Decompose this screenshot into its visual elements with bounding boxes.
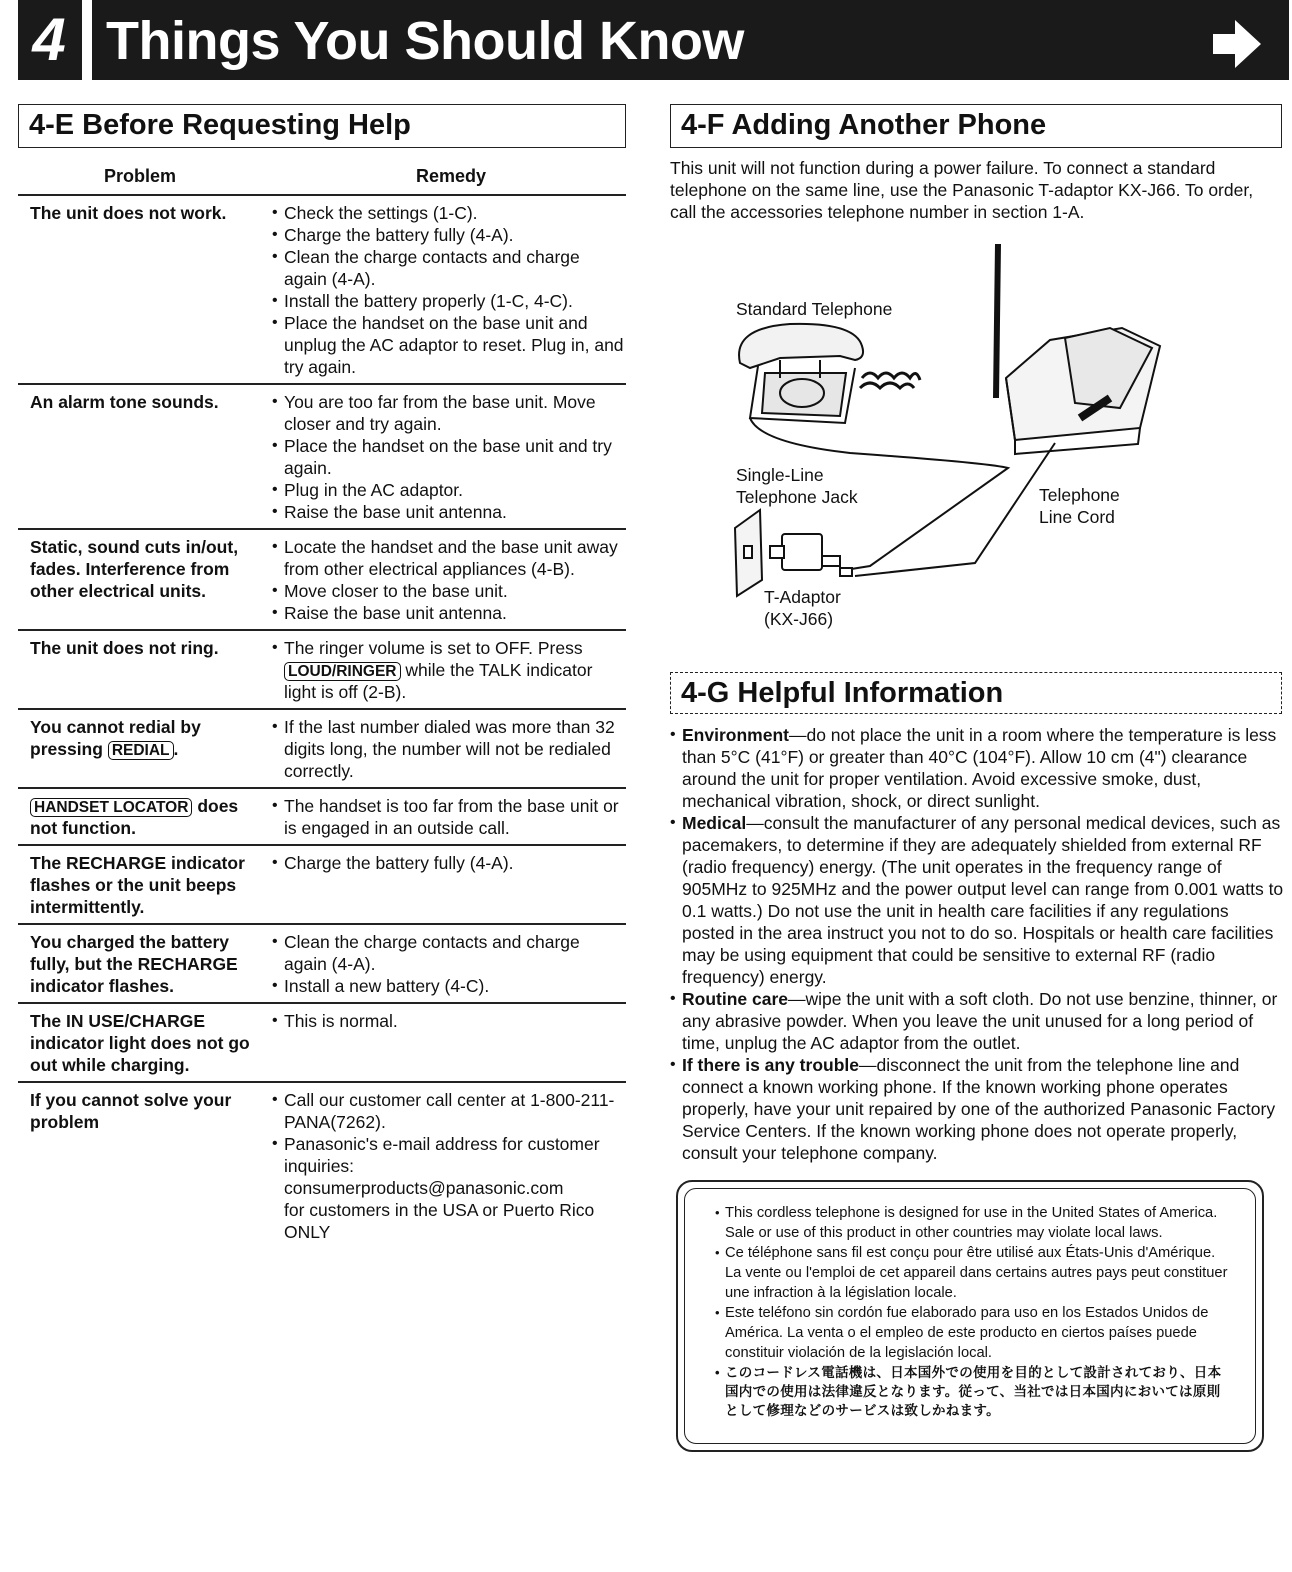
remedy-cell <box>262 637 626 703</box>
info-text: —disconnect the unit from the telephone line and connect a known working phone. If the known working phone operates properly, have your unit repaired by one of the authorized Panasonic Factory Service Centers. If the known working phone does not operate properly, consult your telephone company. <box>682 1055 1276 1163</box>
wall-jack-icon <box>735 510 762 596</box>
remedy-item <box>272 637 626 703</box>
info-text: —consult the manufacturer of any personal medical devices, such as pacemakers, to determine if they are adequately shielded from external RF (radio frequency) energy. (The unit operates in the frequency range of 905MHz to 925MHz and the power output level can range from 0.001 watts to 0.1 watts.) Do not use the unit in health care facilities if any regulations posted in the area instruct you not to do so. Hospitals or health care facilities may be using equipment that could be sensitive to external RF (radio frequency) energy. <box>682 813 1284 987</box>
problem-cell <box>18 716 262 782</box>
problem-cell: The IN USE/CHARGE indicator light does not go out while charging. <box>30 1011 250 1075</box>
troubleshooting-table <box>18 160 626 1248</box>
table-row <box>18 196 626 385</box>
remedy-item: • Call our customer call center at 1-800-211-PANA(7262). <box>272 1089 626 1133</box>
remedy-item: • Raise the base unit antenna. <box>272 501 626 523</box>
table-row <box>18 385 626 530</box>
info-item-medical <box>670 812 1284 988</box>
email-address: consumerproducts@panasonic.com <box>284 1178 564 1198</box>
problem-cell <box>18 795 262 839</box>
info-heading: Medical <box>682 813 747 833</box>
base-unit-icon <box>996 244 1160 454</box>
notice-item-english: • This cordless telephone is designed for use in the United States of America. Sale or use of this product in other countries may violate local laws. <box>715 1203 1231 1243</box>
info-item-environment <box>670 724 1284 812</box>
column-header-problem: Problem <box>103 166 177 186</box>
notice-item-spanish: • Este teléfono sin cordón fue elaborado para uso en los Estados Unidos de América. La venta o el empleo de este producto en ciertos países puede constituir violación de la legislación local. <box>715 1303 1231 1363</box>
label-adaptor-line1: T-Adaptor <box>764 587 841 607</box>
remedy-item: • Panasonic's e-mail address for customer inquiries: <box>272 1133 626 1177</box>
table-row <box>18 789 626 846</box>
handset-locator-key: HANDSET LOCATOR <box>30 798 192 817</box>
remedy-item: • Charge the battery fully (4-A). <box>272 852 626 874</box>
section-heading-4f: 4-F Adding Another Phone <box>670 104 1282 148</box>
column-header-remedy: Remedy <box>415 166 487 186</box>
problem-text: . <box>173 739 179 759</box>
chapter-number: 4 <box>32 6 66 73</box>
remedy-item: • Locate the handset and the base unit away from other electrical appliances (4-B). <box>272 536 626 580</box>
remedy-cell <box>262 716 626 782</box>
problem-cell: An alarm tone sounds. <box>30 392 219 412</box>
remedy-item: • Raise the base unit antenna. <box>272 602 626 624</box>
problem-cell: The unit does not work. <box>30 203 227 223</box>
table-row <box>18 846 626 925</box>
helpful-info-list <box>670 724 1284 1164</box>
legal-notice-content <box>684 1188 1256 1444</box>
label-standard-telephone: Standard Telephone <box>736 299 893 319</box>
legal-notice-box <box>676 1180 1264 1452</box>
loud-ringer-key: LOUD/RINGER <box>284 662 401 681</box>
problem-cell: The unit does not ring. <box>30 638 219 658</box>
table-row <box>18 1083 626 1248</box>
info-item-routine-care <box>670 988 1284 1054</box>
remedy-item: • Clean the charge contacts and charge again (4-A). <box>272 246 626 290</box>
remedy-text: while the TALK indicator light is off (2-B). <box>284 660 593 702</box>
problem-cell: If you cannot solve your problem <box>30 1090 232 1132</box>
section-heading-4e: 4-E Before Requesting Help <box>18 104 626 148</box>
table-row <box>18 710 626 789</box>
remedy-item: • Install the battery properly (1-C, 4-C). <box>272 290 626 312</box>
remedy-item: • Move closer to the base unit. <box>272 580 626 602</box>
problem-cell: The RECHARGE indicator flashes or the unit beeps intermittently. <box>30 853 245 917</box>
info-heading: Routine care <box>682 989 788 1009</box>
remedy-cell <box>262 202 626 378</box>
table-row <box>18 530 626 631</box>
remedy-cell <box>262 391 626 523</box>
remedy-cell <box>262 795 626 839</box>
problem-cell: Static, sound cuts in/out, fades. Interference from other electrical units. <box>30 537 239 601</box>
section-heading-4g: 4-G Helpful Information <box>670 672 1282 714</box>
redial-key: REDIAL <box>108 741 174 760</box>
table-header <box>18 160 626 196</box>
problem-text: does not function. <box>30 796 239 838</box>
info-heading: If there is any trouble <box>682 1055 859 1075</box>
remedy-cell <box>262 536 626 624</box>
remedy-item: • If the last number dialed was more than 32 digits long, the number will not be redialed correctly. <box>272 716 626 782</box>
remedy-item: • Clean the charge contacts and charge again (4-A). <box>272 931 626 975</box>
remedy-text: The ringer volume is set to OFF. Press <box>284 638 583 658</box>
remedy-item: • The handset is too far from the base unit or is engaged in an outside call. <box>272 795 626 839</box>
remedy-cell <box>262 931 626 997</box>
remedy-text: for customers in the USA or Puerto Rico <box>284 1200 595 1220</box>
chapter-header <box>18 0 1289 80</box>
remedy-item: • This is normal. <box>272 1010 626 1032</box>
remedy-text: ONLY <box>284 1222 331 1242</box>
chapter-divider <box>82 0 92 80</box>
table-row <box>18 1004 626 1083</box>
remedy-item: • Charge the battery fully (4-A). <box>272 224 626 246</box>
right-arrow-icon <box>1211 18 1263 70</box>
label-cord-line2: Line Cord <box>1039 507 1115 527</box>
notice-item-japanese: • このコードレス電話機は、日本国外での使用を目的として設計されており、日本国内での使用は法律違反となります。従って、当社では日本国内においては原則として修理などのサービスは致しかねます。 <box>715 1363 1231 1420</box>
t-adaptor-icon <box>770 534 852 576</box>
remedy-item: • Check the settings (1-C). <box>272 202 626 224</box>
table-row <box>18 631 626 710</box>
info-text: —wipe the unit with a soft cloth. Do not use benzine, thinner, or any abrasive powder. When you leave the unit unused for a long period of time, unplug the AC adaptor from the outlet. <box>682 989 1278 1053</box>
remedy-item: • Install a new battery (4-C). <box>272 975 626 997</box>
label-cord-line1: Telephone <box>1039 485 1120 505</box>
remedy-cell <box>262 1010 626 1076</box>
page-title: Things You Should Know <box>106 11 744 71</box>
section-4f-intro: This unit will not function during a power failure. To connect a standard telephone on the same line, use the Panasonic T-adaptor KX-J66. To order, call the accessories telephone number in section 1-A. <box>670 158 1254 222</box>
remedy-cell <box>262 1089 626 1243</box>
label-jack-line1: Single-Line <box>736 465 824 485</box>
info-heading: Environment <box>682 725 789 745</box>
label-jack-line2: Telephone Jack <box>736 487 858 507</box>
problem-text: You cannot redial by pressing <box>30 717 201 759</box>
problem-cell: You charged the battery fully, but the RECHARGE indicator flashes. <box>30 932 238 996</box>
diagram-illustration <box>670 228 1284 648</box>
table-row <box>18 925 626 1004</box>
notice-item-french: • Ce téléphone sans fil est conçu pour être utilisé aux États-Unis d'Amérique. La vente ou l'emploi de cet appareil dans certains autres pays peut constituer une infraction à la législation locale. <box>715 1243 1231 1303</box>
remedy-item: • You are too far from the base unit. Move closer and try again. <box>272 391 626 435</box>
connection-diagram <box>670 228 1284 648</box>
label-adaptor-line2: (KX-J66) <box>764 609 834 629</box>
remedy-item: • Plug in the AC adaptor. <box>272 479 626 501</box>
remedy-cell <box>262 852 626 918</box>
info-item-trouble <box>670 1054 1284 1164</box>
standard-telephone-icon <box>739 324 920 423</box>
remedy-item: • Place the handset on the base unit and unplug the AC adaptor to reset. Plug in, and try again. <box>272 312 626 378</box>
info-text: —do not place the unit in a room where the temperature is less than 5°C (41°F) or greater than 40°C (104°F). Allow 10 cm (4") clearance around the unit for proper ventilation. Avoid excessive smoke, dust, mechanical vibration, shock, or direct sunlight. <box>682 725 1277 811</box>
remedy-item: • Place the handset on the base unit and try again. <box>272 435 626 479</box>
